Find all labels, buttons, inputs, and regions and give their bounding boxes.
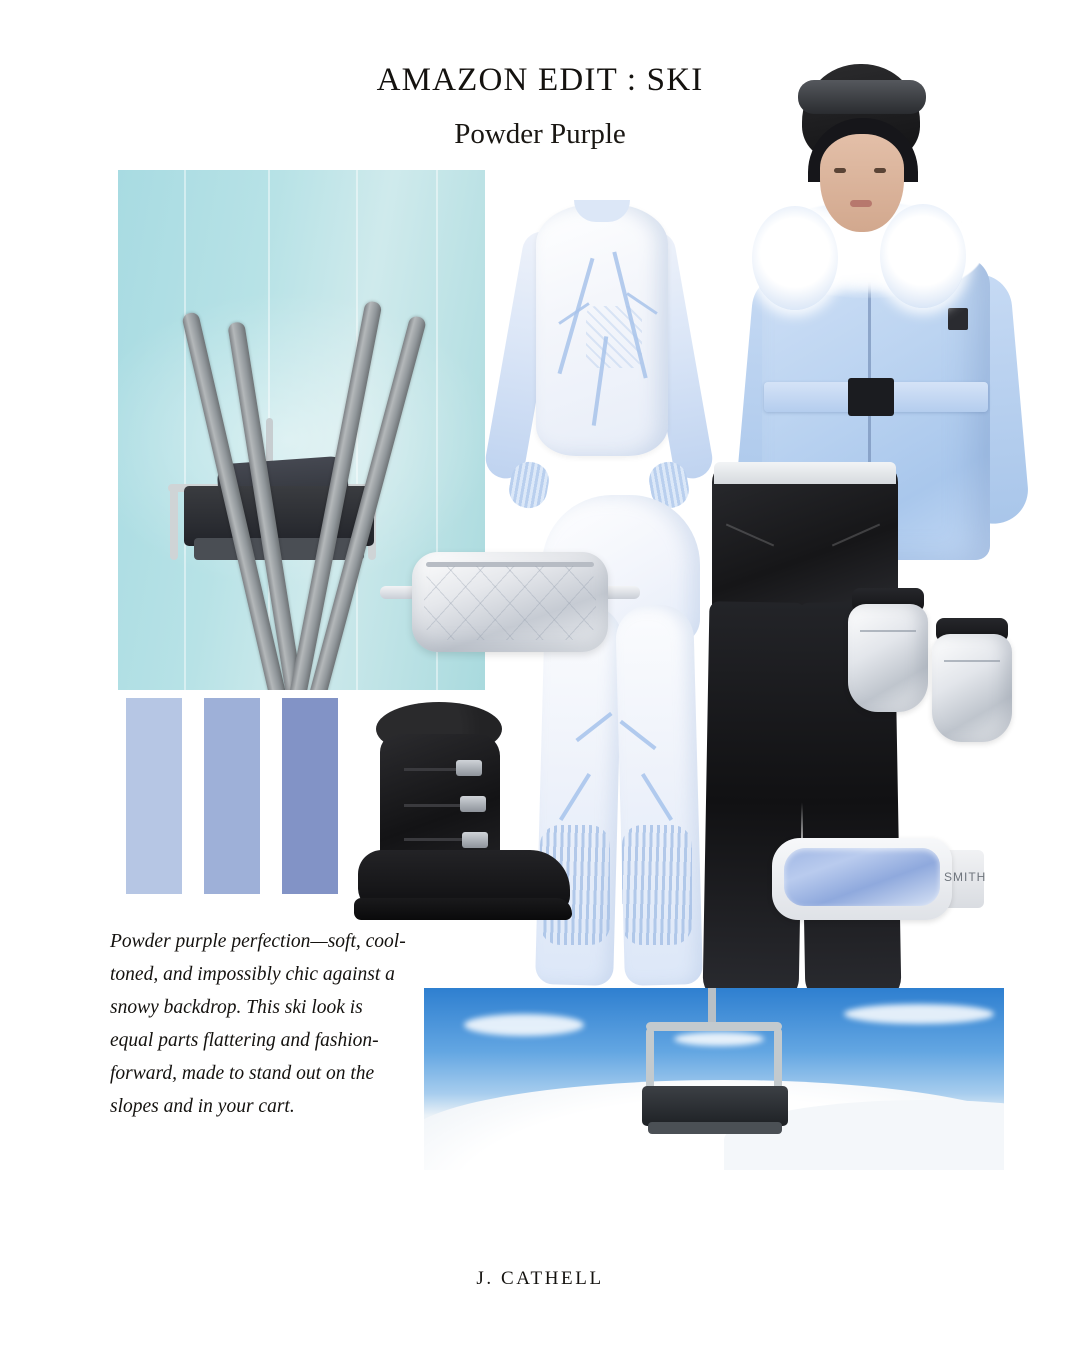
lips (850, 200, 872, 207)
brand-signature: J. CATHELL (476, 1268, 604, 1289)
fur-collar-left (752, 206, 838, 310)
ski-goggles (772, 828, 987, 932)
cloud (464, 1014, 584, 1036)
boot-buckle (462, 832, 488, 848)
pants-waistband (714, 462, 896, 484)
boot-sole (354, 898, 572, 920)
mitten-seam (944, 660, 1000, 662)
mitten-seam (860, 630, 916, 632)
boot-buckle (460, 796, 486, 812)
color-swatch (126, 698, 182, 894)
helmet-goggles (798, 80, 926, 114)
page-title: AMAZON EDIT : SKI (376, 62, 704, 98)
caption-text: Powder purple perfection—soft, cool-toned, and impossibly chic against a snowy backdrop. This ski look is equal parts flattering and fashion-forward, made to stand out on the slopes and in your cart. (110, 931, 406, 1117)
eye-left (834, 168, 846, 173)
black-snow-boot (352, 700, 582, 932)
mitten-body (848, 604, 928, 712)
color-swatch (204, 698, 260, 894)
chairlift-footbar (648, 1122, 782, 1134)
pants-leg-left (703, 601, 806, 1003)
chairlift-seat (642, 1086, 788, 1126)
silver-mitten-right (930, 618, 1014, 746)
mitten-body (932, 634, 1012, 742)
chairlift-snow-photo (424, 988, 1004, 1170)
chairlift-arm (646, 1022, 782, 1031)
color-swatch (282, 698, 338, 894)
chairlift-bar (170, 486, 178, 560)
chairlift-seat (184, 486, 374, 546)
boot-buckle (456, 760, 482, 776)
rib-panel (622, 825, 692, 945)
page-subtitle: Powder Purple (454, 118, 626, 150)
eye-right (874, 168, 886, 173)
silver-mitten-left (846, 588, 930, 716)
fur-collar-right (880, 204, 966, 308)
color-palette (126, 698, 342, 894)
chairlift (624, 988, 804, 1162)
mesh-panel (586, 306, 642, 368)
goggle-lens (784, 848, 940, 906)
bag-quilting (424, 566, 596, 640)
silver-belt-bag (380, 536, 640, 666)
cloud (844, 1004, 994, 1024)
goggle-brand-label: SMITH (944, 870, 987, 884)
jacket-logo-patch (948, 308, 968, 330)
belt-buckle (848, 378, 894, 416)
model-face (820, 134, 904, 232)
